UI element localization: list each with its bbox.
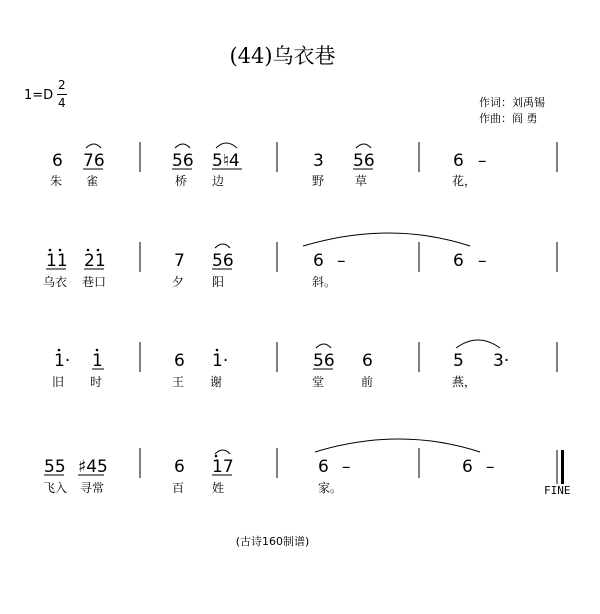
- slur: [456, 340, 500, 348]
- note-group: 56: [313, 351, 335, 371]
- lyric: 乌衣: [43, 275, 68, 289]
- score-row-1: [50, 142, 557, 188]
- song-title: (44)乌衣巷: [229, 44, 336, 68]
- footer-note: (古诗160制谱): [235, 535, 310, 548]
- lyric: 巷口: [82, 275, 107, 289]
- score-row-2: [43, 233, 557, 289]
- note-group: 6: [462, 457, 473, 477]
- sustain-dash: –: [486, 457, 495, 477]
- slur: [356, 144, 371, 148]
- note-group: 1·: [212, 351, 229, 371]
- lyricist-credit: 作词：刘禹锡: [479, 96, 545, 109]
- lyric: 堂: [312, 375, 325, 389]
- note-group: 76: [83, 151, 105, 171]
- octave-dot: [216, 349, 219, 352]
- lyric: 燕，: [452, 375, 477, 389]
- note-group: 6: [318, 457, 329, 477]
- octave-dot: [58, 349, 61, 352]
- note-group: 56: [212, 251, 234, 271]
- fine-marking: FINE: [544, 484, 571, 497]
- lyric: 旧: [52, 375, 65, 389]
- slur: [215, 244, 230, 248]
- lyric: 谢: [210, 375, 223, 389]
- octave-dot: [97, 249, 100, 252]
- key-label: 1=D: [24, 88, 54, 103]
- note-group: 6: [313, 251, 324, 271]
- time-denominator: 4: [58, 96, 66, 110]
- octave-dot: [49, 249, 52, 252]
- note-group: 6: [52, 151, 63, 171]
- sustain-dash: –: [337, 251, 346, 271]
- note-group: 5: [453, 351, 464, 371]
- lyric: 前: [361, 375, 374, 389]
- lyric: 草: [355, 174, 368, 188]
- note-group: 7: [174, 251, 185, 271]
- octave-dot: [59, 249, 62, 252]
- note-group: 1: [92, 351, 103, 371]
- note-group: 3·: [493, 351, 510, 371]
- lyric: 姓: [212, 481, 225, 495]
- sustain-dash: –: [478, 151, 487, 171]
- sustain-dash: –: [478, 251, 487, 271]
- lyric: 雀: [86, 174, 99, 188]
- note-group: 3: [313, 151, 324, 171]
- lyric: 边: [212, 174, 225, 188]
- final-bar-thick: [561, 450, 564, 484]
- lyric: 朱: [50, 174, 63, 188]
- slur: [216, 143, 237, 148]
- note-group: 6: [174, 457, 185, 477]
- note-group: 6: [362, 351, 373, 371]
- octave-dot: [87, 249, 90, 252]
- note-group: 55: [44, 457, 66, 477]
- lyric: 飞入: [43, 481, 68, 495]
- lyric: 百: [172, 481, 185, 495]
- note-group: 6: [453, 151, 464, 171]
- note-group: 56: [172, 151, 194, 171]
- lyric: 寻常: [80, 481, 105, 495]
- score-row-4: [43, 439, 571, 497]
- slur: [86, 144, 101, 148]
- lyric: 斜。: [312, 275, 337, 289]
- slur: [215, 450, 230, 454]
- note-group: 11: [46, 251, 68, 271]
- slur: [175, 144, 190, 148]
- lyric: 阳: [212, 275, 225, 289]
- lyric: 夕: [172, 275, 185, 289]
- tie-arc: [315, 439, 480, 452]
- lyric: 野: [312, 174, 325, 188]
- octave-dot: [215, 455, 218, 458]
- note-group: 56: [353, 151, 375, 171]
- lyric: 家。: [318, 481, 343, 495]
- sustain-dash: –: [342, 457, 351, 477]
- composer-credit: 作曲：阎 勇: [479, 112, 538, 125]
- note-group: 6: [453, 251, 464, 271]
- slur: [316, 344, 331, 348]
- lyric: 桥: [175, 174, 188, 188]
- lyric: 王: [172, 375, 185, 389]
- lyric: 花，: [452, 174, 477, 188]
- octave-dot: [96, 349, 99, 352]
- note-group: ♯45: [78, 457, 108, 477]
- note-group: 17: [212, 457, 234, 477]
- time-numerator: 2: [58, 78, 66, 92]
- note-group: 5♮4: [212, 151, 240, 171]
- score-row-3: [52, 340, 557, 389]
- note-group: 6: [174, 351, 185, 371]
- note-group: 1·: [54, 351, 71, 371]
- note-group: 21: [84, 251, 106, 271]
- lyric: 时: [90, 375, 103, 389]
- tie-arc: [303, 233, 470, 246]
